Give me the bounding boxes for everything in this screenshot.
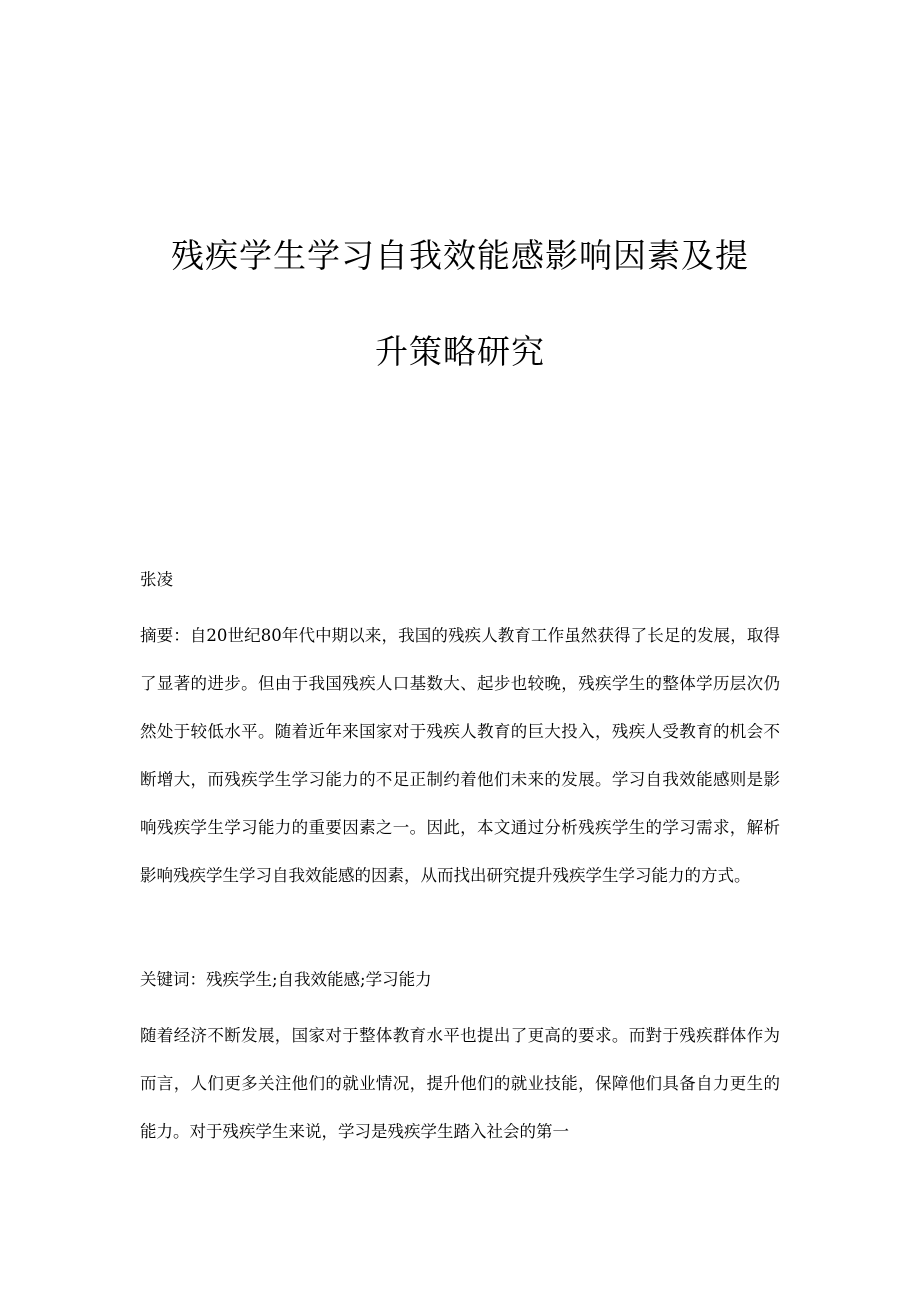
intro-section	[140, 1012, 780, 1156]
keywords-paragraph	[140, 956, 780, 1004]
author-name	[140, 556, 780, 604]
author-text: 张凌	[140, 570, 173, 589]
paper-title	[80, 208, 840, 400]
abstract-label: 摘要：	[140, 626, 190, 645]
abstract-section	[140, 612, 780, 900]
intro-paragraph: 随着经济不断发展，国家对于整体教育水平也提出了更高的要求。而對于残疾群体作为而言，人们更多关注他们的就业情况，提升他们的就业技能，保障他们具备自力更生的能力。对于残疾学生来说，学习是残疾学生踏入社会的第一	[140, 1026, 780, 1141]
abstract-text: 自20世纪80年代中期以来，我国的残疾人教育工作虽然获得了长足的发展，取得了显著的进步。但由于我国残疾人口基数大、起步也较晚，残疾学生的整体学历层次仍然处于较低水平。随着近年来国家对于残疾人教育的巨大投入，残疾人受教育的机会不断增大，而残疾学生学习能力的不足正制约着他们未来的发展。学习自我效能感则是影响残疾学生学习能力的重要因素之一。因此，本文通过分析残疾学生的学习需求，解析影响残疾学生学习自我效能感的因素，从而找出研究提升残疾学生学习能力的方式。	[140, 626, 780, 885]
keywords-label: 关键词：	[140, 970, 206, 989]
keywords-section	[140, 956, 780, 1004]
abstract-paragraph	[140, 612, 780, 900]
title-line-1: 残疾学生学习自我效能感影响因素及提	[171, 236, 749, 275]
keywords-text: 残疾学生;自我效能感;学习能力	[206, 970, 432, 989]
title-line-2: 升策略研究	[375, 332, 545, 371]
